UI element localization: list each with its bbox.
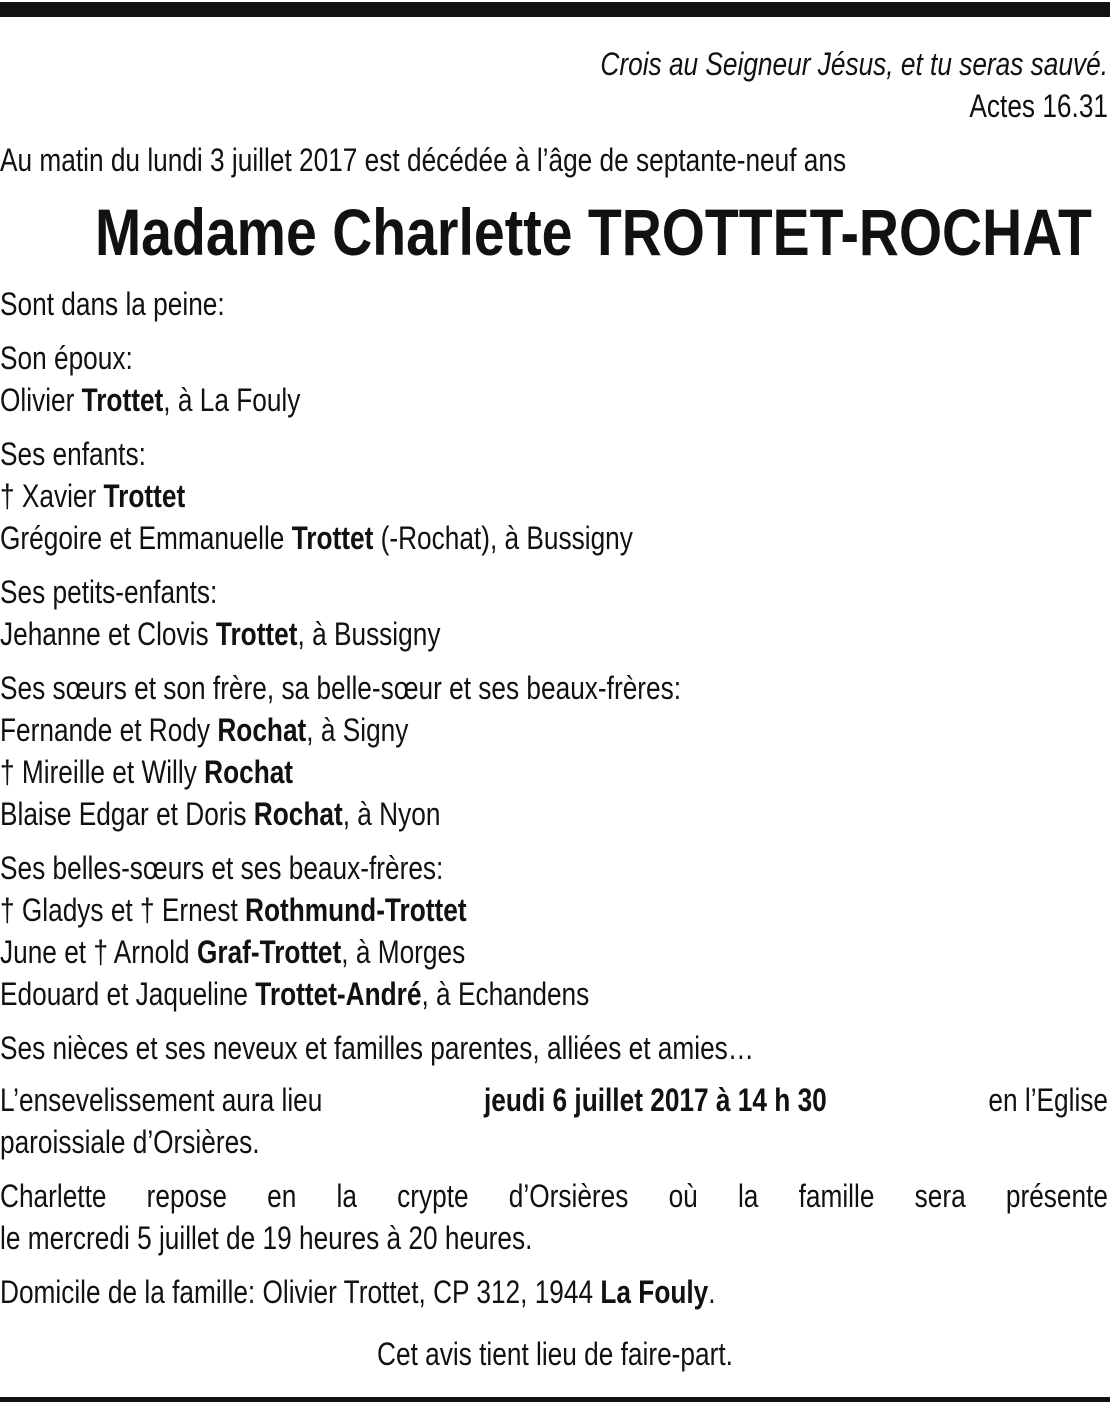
entry-pre: † Gladys et † Ernest bbox=[0, 892, 246, 928]
entry-post: , à La Fouly bbox=[163, 382, 301, 418]
in-law-entry bbox=[0, 932, 465, 972]
funeral-line-2: paroissiale d’Orsières. bbox=[0, 1124, 260, 1160]
grandchildren-heading: Ses petits-enfants: bbox=[0, 574, 218, 610]
siblings-heading: Ses sœurs et son frère, sa belle-sœur et ses beaux-frères: bbox=[0, 670, 682, 706]
in-law-entry bbox=[0, 974, 589, 1014]
vigil-word: Charlette bbox=[0, 1178, 107, 1214]
deceased-name-text: Madame Charlette TROTTET-ROCHAT bbox=[94, 195, 1092, 269]
entry-post: , à Signy bbox=[306, 712, 409, 748]
address-post: . bbox=[708, 1274, 716, 1310]
family-name: Trottet bbox=[103, 478, 186, 514]
funeral-date: jeudi 6 juillet 2017 à 14 h 30 bbox=[484, 1082, 827, 1118]
in-laws-heading: Ses belles-sœurs et ses beaux-frères: bbox=[0, 850, 444, 886]
entry-pre: June et † Arnold bbox=[0, 934, 197, 970]
funeral-post: en l’Eglise bbox=[988, 1082, 1108, 1118]
vigil-word: la bbox=[737, 1178, 759, 1214]
vigil-word: crypte bbox=[397, 1178, 469, 1214]
family-name: Graf-Trottet bbox=[196, 934, 342, 970]
address-place: La Fouly bbox=[600, 1274, 709, 1310]
spouse-heading: Son époux: bbox=[0, 340, 133, 376]
children-heading: Ses enfants: bbox=[0, 436, 146, 472]
family-name: Trottet bbox=[215, 616, 298, 652]
entry-post: , à Bussigny bbox=[297, 616, 441, 652]
funeral-pre: L’ensevelissement aura lieu bbox=[0, 1082, 323, 1118]
entry-post: (-Rochat), à Bussigny bbox=[373, 520, 633, 556]
entry-pre: Jehanne et Clovis bbox=[0, 616, 216, 652]
verse-reference: Actes 16.31 bbox=[969, 88, 1108, 124]
vigil-word: en bbox=[267, 1178, 297, 1214]
family-name: Trottet bbox=[291, 520, 374, 556]
vigil-line-2: le mercredi 5 juillet de 19 heures à 20 heures. bbox=[0, 1220, 533, 1256]
family-name: Trottet-André bbox=[255, 976, 422, 1012]
entry-post: , à Morges bbox=[341, 934, 466, 970]
family-name: Rochat bbox=[253, 796, 343, 832]
child-entry bbox=[0, 518, 633, 558]
mourners-intro: Sont dans la peine: bbox=[0, 286, 225, 322]
funeral-line-1 bbox=[0, 1080, 1108, 1120]
entry-pre: † Mireille et Willy bbox=[0, 754, 205, 790]
in-law-entry bbox=[0, 890, 467, 930]
entry-pre: Edouard et Jaqueline bbox=[0, 976, 256, 1012]
sibling-entry bbox=[0, 710, 408, 750]
entry-pre: Grégoire et Emmanuelle bbox=[0, 520, 292, 556]
family-name: Trottet bbox=[81, 382, 164, 418]
address-pre: Domicile de la famille: Olivier Trottet, CP 312, 1944 bbox=[0, 1274, 601, 1310]
deceased-name-title bbox=[0, 192, 1110, 272]
bottom-border-rule bbox=[0, 1397, 1110, 1402]
entry-pre: Fernande et Rody bbox=[0, 712, 218, 748]
grandchild-entry bbox=[0, 614, 440, 654]
entry-post: , à Nyon bbox=[342, 796, 441, 832]
family-name: Rochat bbox=[204, 754, 294, 790]
family-name: Rochat bbox=[217, 712, 307, 748]
vigil-word: sera bbox=[914, 1178, 966, 1214]
vigil-word: repose bbox=[146, 1178, 227, 1214]
vigil-word: la bbox=[336, 1178, 357, 1214]
closing-note bbox=[0, 1334, 1110, 1374]
family-name: Rothmund-Trottet bbox=[245, 892, 467, 928]
vigil-word: où bbox=[668, 1178, 698, 1214]
spouse-entry bbox=[0, 380, 300, 420]
child-entry bbox=[0, 476, 185, 516]
death-announcement-intro: Au matin du lundi 3 juillet 2017 est décédée à l’âge de septante-neuf ans bbox=[0, 142, 847, 178]
sibling-entry bbox=[0, 752, 293, 792]
top-border-rule bbox=[0, 2, 1110, 17]
vigil-line-1 bbox=[0, 1176, 1108, 1216]
family-address bbox=[0, 1272, 716, 1312]
entry-post: , à Echandens bbox=[421, 976, 590, 1012]
verse-quote: Crois au Seigneur Jésus, et tu seras sauvé. bbox=[600, 46, 1108, 82]
entry-pre: † Xavier bbox=[0, 478, 104, 514]
extended-family: Ses nièces et ses neveux et familles parentes, alliées et amies… bbox=[0, 1030, 755, 1066]
vigil-word: d’Orsières bbox=[508, 1178, 629, 1214]
vigil-word: présente bbox=[1005, 1178, 1108, 1214]
vigil-word: famille bbox=[798, 1178, 875, 1214]
entry-pre: Olivier bbox=[0, 382, 82, 418]
closing-text: Cet avis tient lieu de faire-part. bbox=[377, 1336, 733, 1372]
entry-pre: Blaise Edgar et Doris bbox=[0, 796, 254, 832]
sibling-entry bbox=[0, 794, 440, 834]
